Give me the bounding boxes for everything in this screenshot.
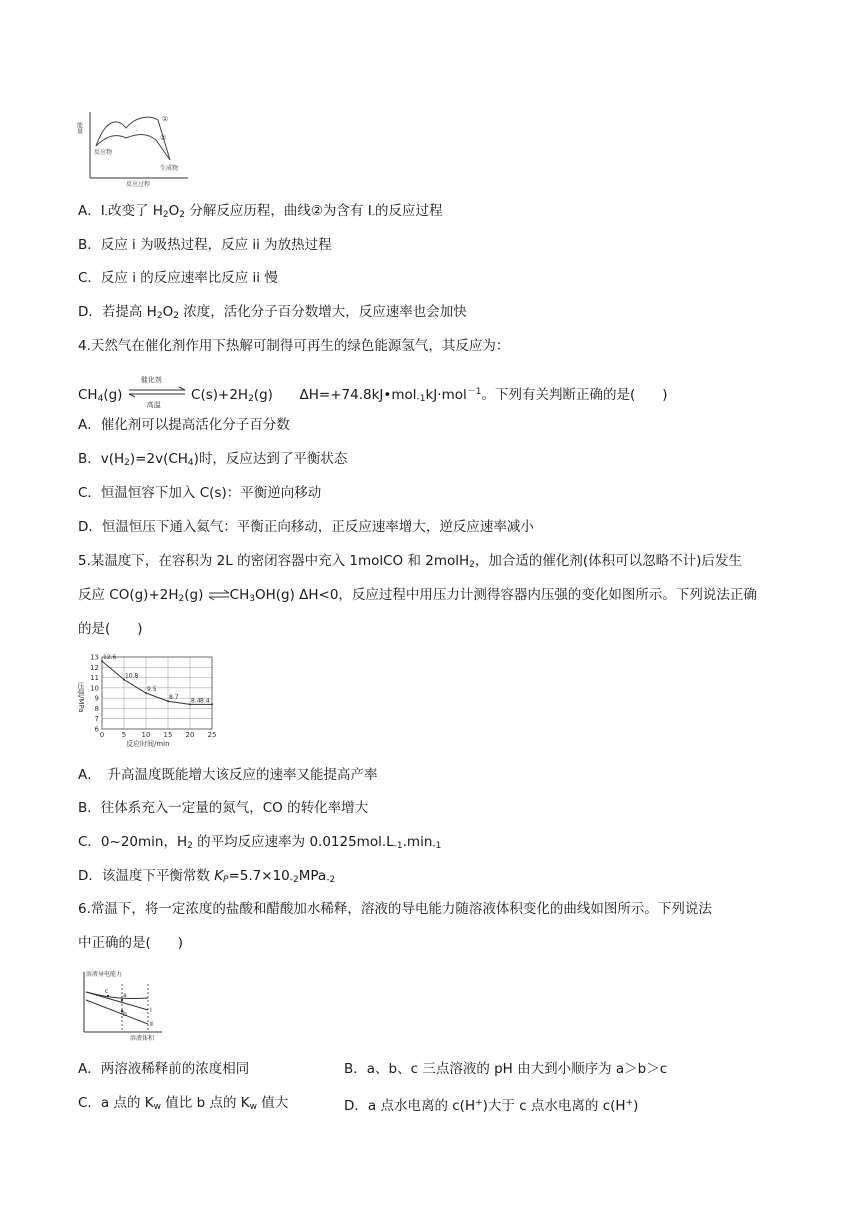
chart-ylabel: 压强/MPa [77, 682, 85, 713]
q3-option-b: B．反应 i 为吸热过程，反应 ii 为放热过程 [78, 237, 332, 253]
conductivity-axis-label: 溶液导电能力 [86, 971, 123, 978]
q5-option-b: B．往体系充入一定量的氮气，CO 的转化率增大 [78, 800, 369, 816]
curve-1-label: Ⅰ [150, 1007, 152, 1014]
y-tick-label: 12 [90, 663, 99, 672]
q4-option-b: B．$v(H_2)=2v(CH_4)$时，反应达到了平衡状态 [78, 451, 348, 468]
y-tick-label: 7 [94, 715, 99, 724]
point-a-label: a [123, 992, 127, 999]
solution-volume-label: 溶液体积 [130, 1035, 155, 1042]
conductivity-diagram [78, 966, 164, 1044]
data-label: 8.7 [169, 694, 179, 702]
y-tick-label: 8 [94, 704, 99, 713]
q6-option-d: D．a 点水电离的 c(H+)大于 c 点水电离的 c(H+) [344, 1098, 639, 1114]
data-label: 8.4 [191, 697, 201, 705]
q5-option-a: A． 升高温度既能增大该反应的速率又能提高产率 [78, 767, 378, 783]
x-tick-label: 15 [163, 731, 173, 739]
point-c-label: c [105, 988, 109, 995]
reactant-label: 反应物 [94, 149, 113, 156]
y-tick-label: 11 [90, 674, 99, 683]
chart-xlabel: 反应时间/min [126, 740, 170, 748]
q6-stem-line1: 6.常温下，将一定浓度的盐酸和醋酸加水稀释，溶液的导电能力随溶液体积变化的曲线如图所示。下列说法 [78, 901, 712, 917]
q5-stem-line2: 反应 $CO(g)+2H_2(g)$ $CH_3OH(g)$ ΔH<0，反应过程中用压力计测得容器内压强的变化如图所示。下列说法正确 [78, 587, 757, 604]
energy-axis-label: 能量 [75, 122, 83, 134]
q4-stem: 4.天然气在催化剂作用下热解可制得可再生的绿色能源氢气，其反应为： [78, 338, 510, 354]
y-tick-label: 13 [90, 653, 99, 662]
q6-stem-line2: 中正确的是( ) [78, 935, 184, 951]
q3-option-c: C．反应 i 的反应速率比反应 ii 慢 [78, 270, 278, 286]
q6-option-a: A．两溶液稀释前的浓度相同 [78, 1061, 250, 1077]
curve-2-label: Ⅱ [150, 1021, 153, 1028]
data-point [211, 703, 213, 705]
q6-option-b: B．a、b、c 三点溶液的 pH 由大到小顺序为 a＞b＞c [344, 1061, 668, 1077]
x-tick-label: 20 [185, 731, 195, 739]
y-tick-label: 9 [94, 694, 99, 703]
q4-equation: $CH_4(g)$ 催化剂 高温 $C(s)+2H_2(g)$ ΔH=+74.8kJ•mol$_{-1}$kJ·mol$^{-1}$。下列有关判断正确的是( ) [78, 376, 668, 409]
reversible-arrow: 催化剂 高温 [127, 382, 187, 402]
q5-stem-line1: 5.某温度下，在容积为 2L 的密闭容器中充入 1molCO 和 2molH$_2$，加合适的催化剂(体积可以忽略不计)后发生 [78, 553, 742, 570]
curve2-label: ② [160, 134, 167, 142]
data-label: 12.6 [103, 654, 117, 662]
energy-diagram [75, 108, 190, 188]
q4-option-a: A．催化剂可以提高活化分子百分数 [78, 417, 290, 433]
data-label: 8.4 [200, 697, 210, 705]
q3-option-d: D．若提高 $H_2O_2$ 浓度，活化分子百分数增大，反应速率也会加快 [78, 304, 467, 321]
x-tick-label: 5 [121, 731, 127, 739]
x-tick-label: 25 [207, 731, 217, 739]
chart-frame [102, 657, 212, 729]
y-tick-label: 6 [94, 725, 99, 734]
q3-option-a: A．$I_-$改变了 $H_2O_2$ 分解反应历程，曲线②为含有 $I_-$的反应过程 [78, 203, 443, 220]
equilibrium-arrow-icon [208, 589, 230, 601]
q6-option-c: C．a 点的 $K_w$ 值比 b 点的 $K_w$ 值大 [78, 1095, 289, 1112]
q5-option-d: D．该温度下平衡常数 $K_P=5.7\times 10_{-2}MPa_{-2}$ [78, 868, 336, 885]
pressure-time-chart [78, 652, 218, 748]
q4-option-c: C．恒温恒容下加入 C(s)：平衡逆向移动 [78, 485, 322, 501]
curve1-label: ① [162, 115, 169, 123]
data-label: 10.8 [125, 672, 139, 680]
q5-stem-line3: 的是( ) [78, 621, 143, 637]
y-tick-label: 10 [90, 684, 99, 693]
product-label: 生成物 [160, 165, 179, 172]
x-tick-label: 0 [99, 731, 105, 739]
point-b-label: b [123, 1011, 127, 1018]
data-label: 9.5 [147, 686, 157, 693]
q5-option-c: C．0~20min，$H_2$ 的平均反应速率为 $0.0125mol.L_{-1}.\min_{-1}$ [78, 834, 442, 851]
q4-option-d: D．恒温恒压下通入氦气：平衡正向移动，正反应速率增大，逆反应速率减小 [78, 519, 534, 535]
x-tick-label: 10 [141, 731, 151, 739]
reaction-process-label: 反应过程 [126, 181, 151, 188]
